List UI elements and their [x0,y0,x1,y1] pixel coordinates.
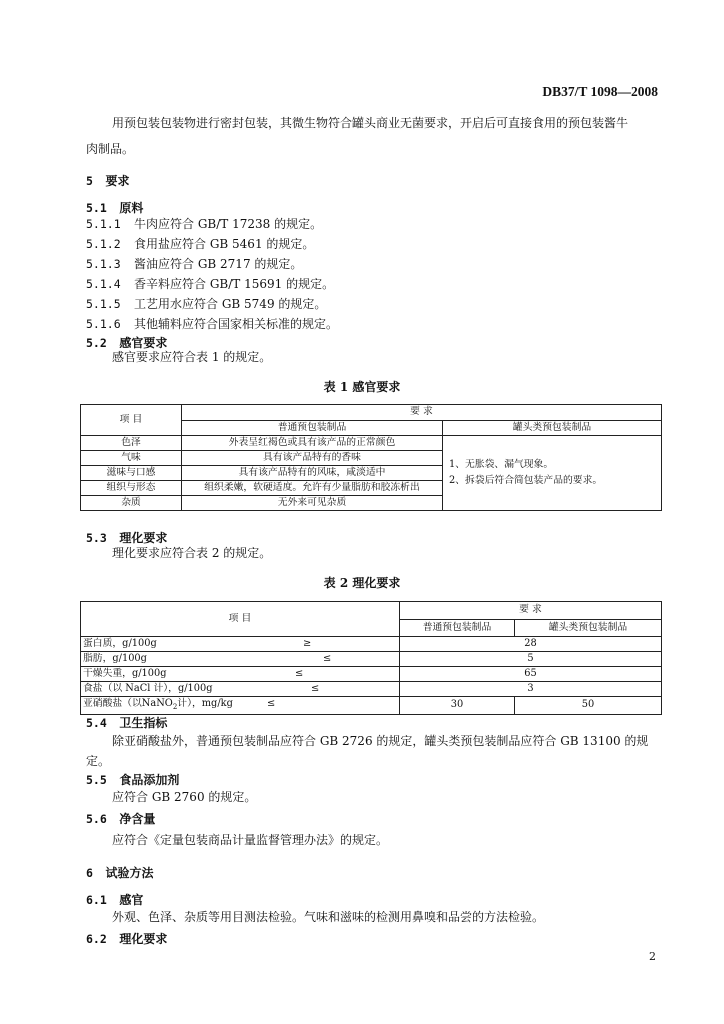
section-title: 净含量 [119,812,156,826]
row-item: 食盐（以 NaCl 计），g/100g ≤ [81,682,400,697]
row-value: 3 [400,682,662,697]
canned-req-1: 1、无胀袋、漏气现象。 [449,459,554,470]
section-number: 5.1 [86,201,107,215]
item-number: 5.1.6 [86,317,121,331]
page-number: 2 [649,950,656,963]
list-item [86,254,338,274]
table-row [81,682,662,697]
section-title: 原料 [119,201,144,215]
section-6-1-heading [86,891,143,908]
row-item: 脂肪，g/100g ≤ [81,652,400,667]
section-5-5-body: 应符合 GB 2760 的规定。 [112,790,257,804]
row-item: 蛋白质，g/100g ≥ [81,637,400,652]
sensory-table [80,404,662,511]
section-number: 5 [86,174,93,188]
comparison-op: ≤ [311,683,320,694]
row-value: 外表呈红褐色或具有该产品的正常颜色 [182,436,443,451]
section-6-heading [86,864,154,881]
list-item [86,214,338,234]
item-text: 酱油应符合 GB 2717 的规定。 [134,257,303,271]
item-number: 5.1.2 [86,237,121,251]
list-item [86,234,338,254]
row-value: 具有该产品特有的香味 [182,451,443,466]
section-6-2-heading [86,930,167,947]
row-value: 具有该产品特有的风味，咸淡适中 [182,466,443,481]
section-number: 5.3 [86,531,107,545]
row-value: 65 [400,667,662,682]
row-item: 杂质 [81,496,182,511]
row-value: 无外来可见杂质 [182,496,443,511]
comparison-op: ≥ [303,638,312,649]
item-text: 香辛料应符合 GB/T 15691 的规定。 [134,277,335,291]
section-6-1-body: 外观、色泽、杂质等用目测法检验。气味和滋味的检测用鼻嗅和品尝的方法检验。 [112,910,545,924]
section-5-2-body: 感官要求应符合表 1 的规定。 [112,350,272,364]
canned-req-2: 2、拆袋后符合简包装产品的要求。 [449,475,603,486]
table-header-col1: 普通预包装制品 [400,619,515,637]
physicochemical-table [80,601,662,715]
row-item: 干燥失重，g/100g ≤ [81,667,400,682]
section-5-6-body: 应符合《定量包装商品计量监督管理办法》的规定。 [112,833,389,847]
section-title: 理化要求 [119,932,168,946]
table-1-caption: 表 1 感官要求 [323,380,401,394]
section-title: 要求 [105,174,130,188]
canned-requirements-cell [443,436,662,511]
row-value: 28 [400,637,662,652]
item-number: 5.1.3 [86,257,121,271]
comparison-op: ≤ [323,653,332,664]
row-value: 30 [400,697,515,715]
table-header-requirements: 要 求 [182,405,662,421]
row-value: 50 [515,697,662,715]
table-header-item: 项 目 [81,602,400,637]
item-text: 其他辅料应符合国家相关标准的规定。 [134,317,339,331]
section-title: 感官 [119,893,144,907]
row-item: 组织与形态 [81,481,182,496]
section-5-6-heading [86,810,155,827]
table-row [81,697,662,715]
list-item [86,294,338,314]
section-number: 5.4 [86,716,107,730]
list-item [86,274,338,294]
section-5-heading [86,172,130,189]
section-title: 试验方法 [105,866,154,880]
table-row [81,436,662,451]
section-number: 6.1 [86,893,107,907]
row-item: 滋味与口感 [81,466,182,481]
section-title: 感官要求 [119,336,168,350]
table-header-col1: 普通预包装制品 [182,420,443,436]
item-text: 食用盐应符合 GB 5461 的规定。 [134,237,315,251]
table-row [81,652,662,667]
section-number: 6.2 [86,932,107,946]
comparison-op: ≤ [267,698,276,709]
row-value: 组织柔嫩，软硬适度。允许有少量脂肪和胶冻析出 [182,481,443,496]
comparison-op: ≤ [295,668,304,679]
raw-material-list [86,214,338,334]
item-text: 工艺用水应符合 GB 5749 的规定。 [134,297,327,311]
section-number: 5.2 [86,336,107,350]
table-header-requirements: 要 求 [400,602,662,620]
section-5-5-heading [86,771,179,788]
section-number: 5.5 [86,773,107,787]
table-header-col2: 罐头类预包装制品 [443,420,662,436]
table-header-col2: 罐头类预包装制品 [515,619,662,637]
item-text: 牛肉应符合 GB/T 17238 的规定。 [134,217,323,231]
row-item: 亚硝酸盐（以NaNO$_2$计），mg/kg ≤ [81,697,400,715]
section-title: 食品添加剂 [119,773,180,787]
item-number: 5.1.4 [86,277,121,291]
section-5-4-line-2: 定。 [86,754,111,768]
row-item: 气味 [81,451,182,466]
section-number: 6 [86,866,93,880]
document-id: DB37/T 1098—2008 [542,84,658,99]
section-5-3-body: 理化要求应符合表 2 的规定。 [112,546,272,560]
item-number: 5.1.1 [86,217,121,231]
table-header-item: 项 目 [81,405,182,436]
intro-line-1: 用预包装包装物进行密封包装，其微生物符合罐头商业无菌要求，开启后可直接食用的预包装酱牛 [112,116,629,130]
row-value: 5 [400,652,662,667]
intro-line-2: 肉制品。 [86,142,135,156]
section-5-4-heading [86,714,167,731]
section-number: 5.6 [86,812,107,826]
item-number: 5.1.5 [86,297,121,311]
section-title: 理化要求 [119,531,168,545]
section-5-4-line-1: 除亚硝酸盐外，普通预包装制品应符合 GB 2726 的规定，罐头类预包装制品应符合 GB 13100 的规 [112,734,649,748]
section-title: 卫生指标 [119,716,168,730]
table-2-caption: 表 2 理化要求 [323,576,401,590]
list-item [86,314,338,334]
row-item: 色泽 [81,436,182,451]
table-row [81,637,662,652]
table-row [81,667,662,682]
